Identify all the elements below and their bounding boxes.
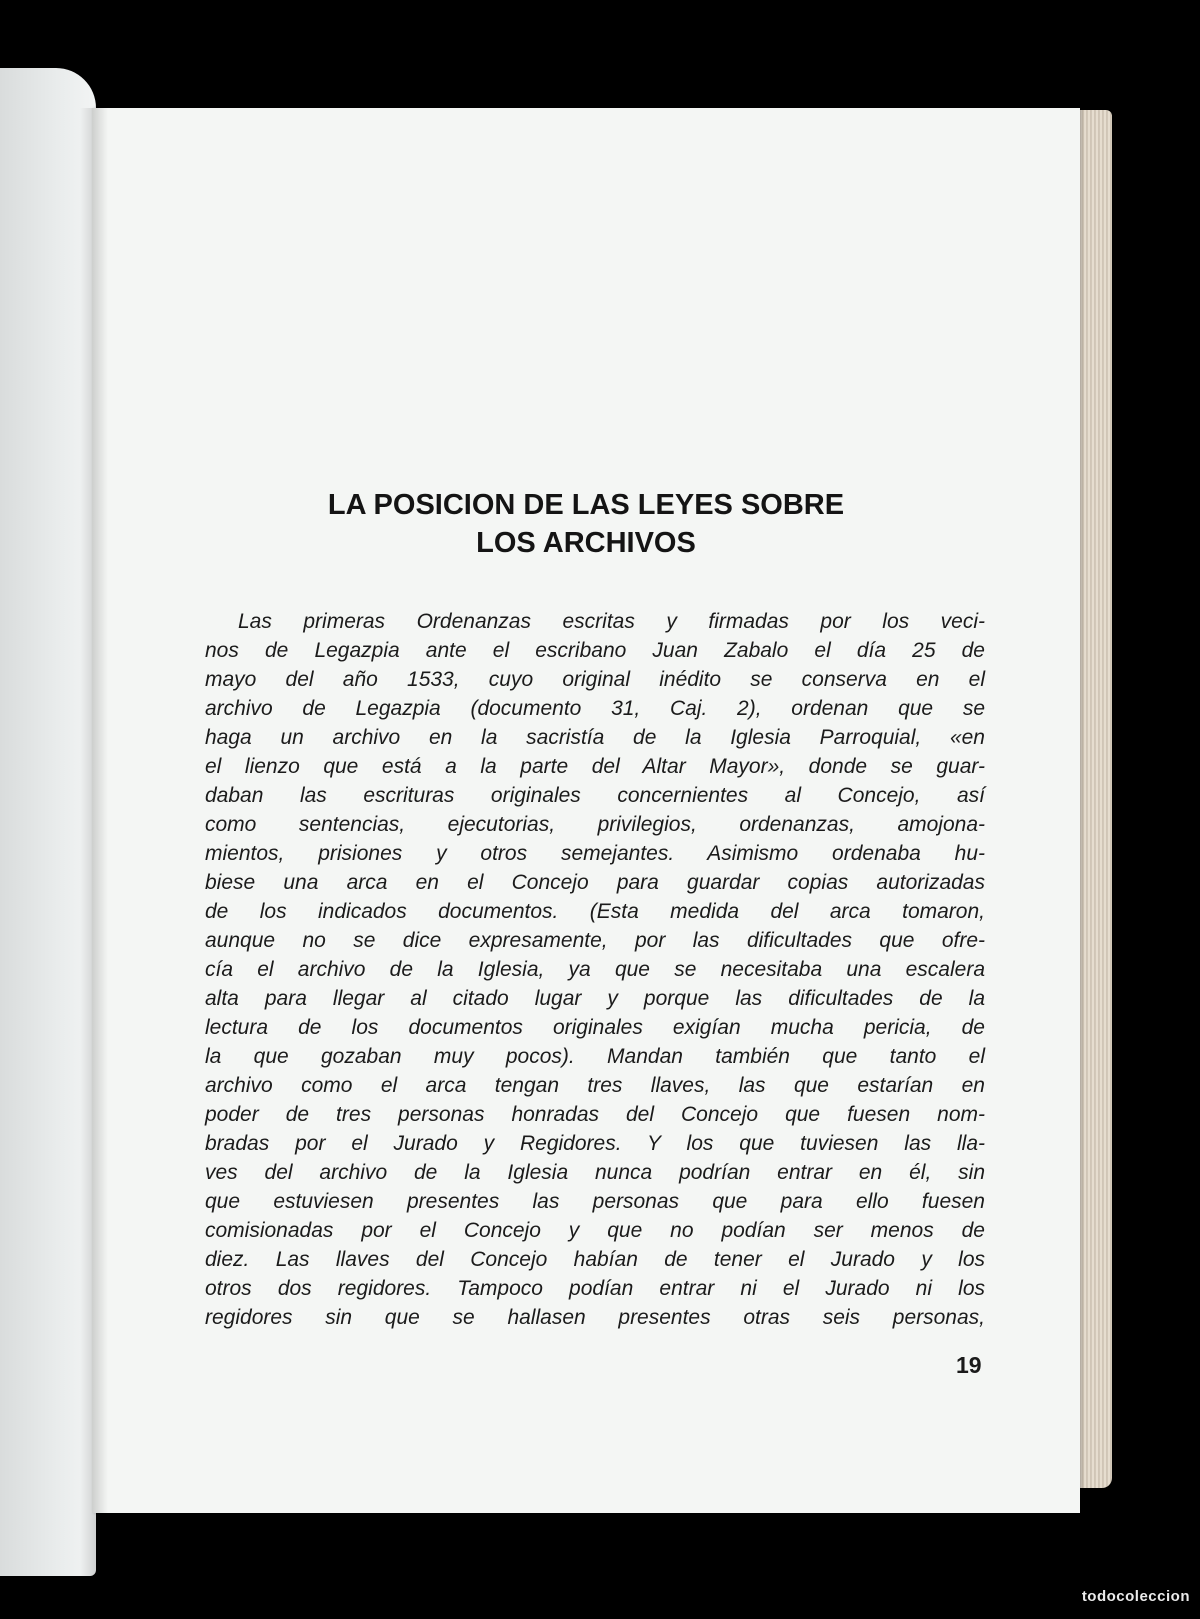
chapter-title bbox=[92, 486, 1080, 562]
body-line: la que gozaban muy pocos). Mandan también que tanto el bbox=[205, 1045, 985, 1068]
page-number: 19 bbox=[956, 1352, 982, 1378]
body-line: como sentencias, ejecutorias, privilegios, ordenanzas, amojona- bbox=[205, 813, 985, 836]
body-line: mayo del año 1533, cuyo original inédito se conserva en el bbox=[205, 668, 985, 691]
body-line: archivo de Legazpia (documento 31, Caj. 2), ordenan que se bbox=[205, 697, 985, 720]
chapter-title-line: LOS ARCHIVOS bbox=[476, 527, 696, 559]
body-line: otros dos regidores. Tampoco podían entrar ni el Jurado ni los bbox=[205, 1277, 985, 1300]
body-line: regidores sin que se hallasen presentes otras seis personas, bbox=[205, 1306, 985, 1329]
body-line: comisionadas por el Concejo y que no podían ser menos de bbox=[205, 1219, 985, 1242]
body-line: ves del archivo de la Iglesia nunca podrían entrar en él, sin bbox=[205, 1161, 985, 1184]
body-line: de los indicados documentos. (Esta medida del arca tomaron, bbox=[205, 900, 985, 923]
body-line: el lienzo que está a la parte del Altar Mayor», donde se guar- bbox=[205, 755, 985, 778]
body-line: nos de Legazpia ante el escribano Juan Zabalo el día 25 de bbox=[205, 639, 985, 662]
body-line: haga un archivo en la sacristía de la Iglesia Parroquial, «en bbox=[205, 726, 985, 749]
page-edges bbox=[1076, 110, 1112, 1488]
watermark-logo: todocoleccion bbox=[1081, 1588, 1190, 1605]
body-paragraph bbox=[205, 607, 985, 1332]
body-line: Las primeras Ordenanzas escritas y firmadas por los veci- bbox=[238, 610, 985, 633]
body-line: bradas por el Jurado y Regidores. Y los que tuviesen las lla- bbox=[205, 1132, 985, 1155]
body-line: mientos, prisiones y otros semejantes. Asimismo ordenaba hu- bbox=[205, 842, 985, 865]
chapter-title-line: LA POSICION DE LAS LEYES SOBRE bbox=[327, 489, 845, 521]
body-line: lectura de los documentos originales exigían mucha pericia, de bbox=[205, 1016, 985, 1039]
body-line: que estuviesen presentes las personas que para ello fuesen bbox=[205, 1190, 985, 1213]
book-page bbox=[92, 108, 1080, 1513]
body-line: daban las escrituras originales concernientes al Concejo, así bbox=[205, 784, 985, 807]
body-line: biese una arca en el Concejo para guardar copias autorizadas bbox=[205, 871, 985, 894]
body-line: diez. Las llaves del Concejo habían de tener el Jurado y los bbox=[205, 1248, 985, 1271]
body-line: aunque no se dice expresamente, por las dificultades que ofre- bbox=[205, 929, 985, 952]
body-line: alta para llegar al citado lugar y porque las dificultades de la bbox=[205, 987, 985, 1010]
body-line: archivo como el arca tengan tres llaves, las que estarían en bbox=[205, 1074, 985, 1097]
body-line: cía el archivo de la Iglesia, ya que se necesitaba una escalera bbox=[205, 958, 985, 981]
body-line: poder de tres personas honradas del Concejo que fuesen nom- bbox=[205, 1103, 985, 1126]
